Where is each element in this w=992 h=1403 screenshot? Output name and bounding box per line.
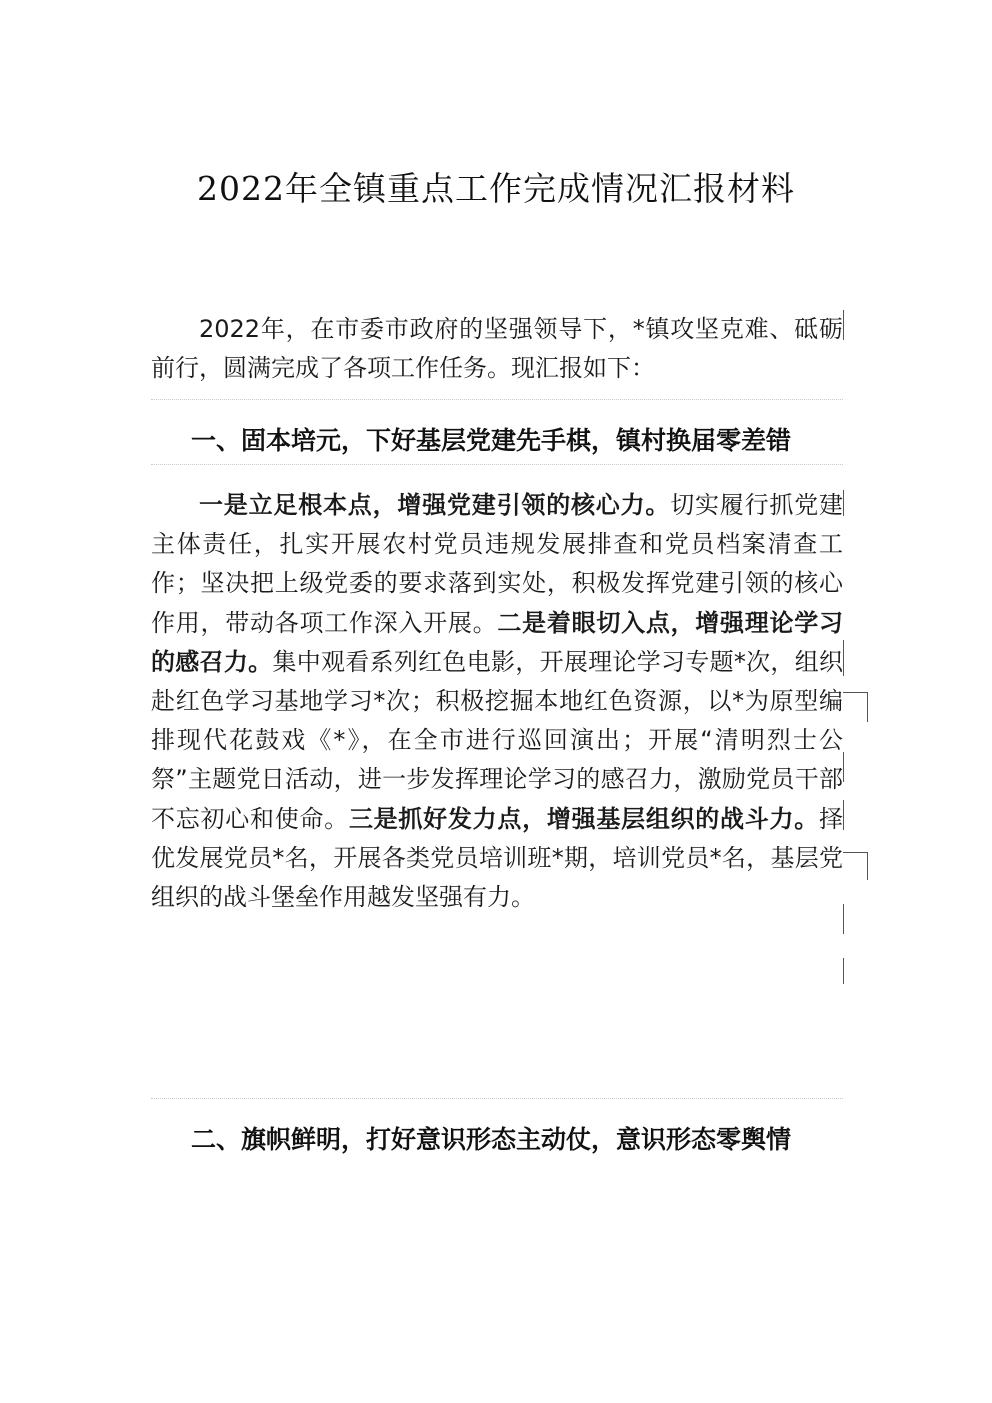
section-1-heading: 一、固本培元，下好基层党建先手棋，镇村换届零差错 bbox=[191, 426, 792, 455]
point-3-lead: 三是抓好发力点，增强基层组织的战斗力。 bbox=[348, 804, 820, 833]
divider bbox=[151, 464, 843, 465]
point-1-lead: 一是立足根本点，增强党建引领的核心力。 bbox=[199, 491, 671, 519]
margin-mark bbox=[843, 752, 844, 782]
point-2-lead: 二是着眼切入点，增强理论学习的感召力。 bbox=[151, 608, 844, 676]
intro-paragraph: 2022年，在市委市政府的坚强领导下，*镇攻坚克难、砥砺前行，圆满完成了各项工作任务。现汇报如下： bbox=[151, 315, 843, 382]
divider bbox=[151, 399, 843, 400]
point-1-text: 切实履行抓党建主体责任，扎实开展农村党员违规发展排查和党员档案清查工作；坚决把上级党委的要求落到实处，积极发挥党建引领的核心作用，带动各项工作深入开展。 bbox=[151, 491, 844, 637]
point-3-text: 择优发展党员*名，开展各类党员培训班*期，培训党员*名，基层党组织的战斗堡垒作用越发坚强有力。 bbox=[151, 804, 844, 912]
margin-mark bbox=[843, 904, 844, 934]
margin-mark bbox=[843, 852, 867, 853]
section-2-heading: 二、旗帜鲜明，打好意识形态主动仗，意识形态零舆情 bbox=[191, 1125, 792, 1154]
section-1-paragraph bbox=[151, 486, 843, 917]
margin-mark bbox=[843, 800, 844, 830]
point-2-text: 集中观看系列红色电影，开展理论学习专题*次，组织赴红色学习基地学习*次；积极挖掘本地红色资源，以*为原型编排现代花鼓戏《*》，在全市进行巡回演出；开展“清明烈士公祭”主题党日活动，进一步发挥理论学习的感召力，激励党员干部不忘初心和使命。 bbox=[151, 647, 844, 833]
margin-mark bbox=[867, 852, 868, 880]
margin-mark bbox=[843, 310, 844, 340]
margin-mark bbox=[843, 640, 844, 676]
margin-mark bbox=[843, 958, 844, 984]
margin-mark bbox=[867, 692, 868, 722]
margin-mark bbox=[843, 490, 844, 516]
margin-mark bbox=[843, 692, 867, 693]
document-title: 2022年全镇重点工作完成情况汇报材料 bbox=[197, 169, 795, 208]
divider bbox=[151, 1098, 843, 1099]
